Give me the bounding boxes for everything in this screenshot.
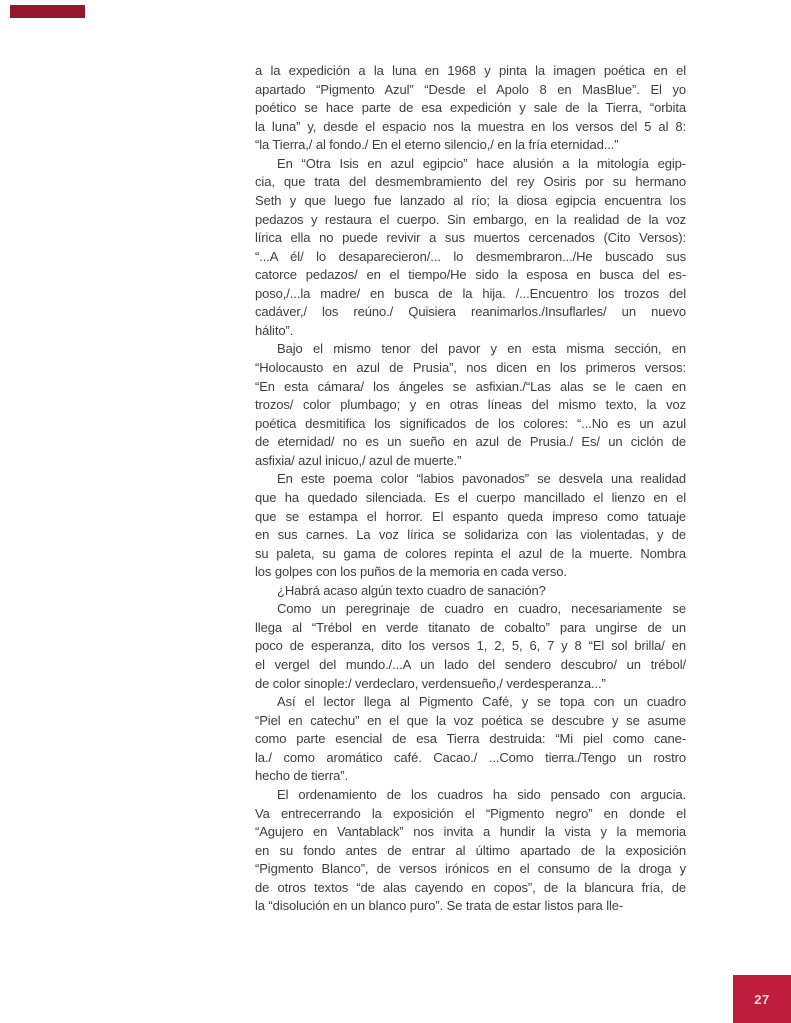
text-line: cia, que trata del desmembramiento del rey Osiris por su hermano xyxy=(255,174,686,190)
text-line: poso,/...la madre/ en busca de la hija. /...Encuentro los trozos del xyxy=(255,285,686,301)
text-line: ¿Habrá acaso algún texto cuadro de sanación? xyxy=(277,582,546,598)
text-line: pedazos y restaura el cuerpo. Sin embargo, en la realidad de la voz xyxy=(255,211,686,227)
text-line: la./ como aromático café. Cacao./ ...Como tierra./Tengo un rostro xyxy=(255,749,686,765)
text-line: poco de esperanza, dito los versos 1, 2, 5, 6, 7 y 8 “El sol brilla/ en xyxy=(255,638,686,654)
page-number-box xyxy=(733,975,791,1023)
paragraph xyxy=(255,582,686,601)
text-line: “Agujero en Vantablack” nos invita a hundir la vista y la memoria xyxy=(255,824,686,840)
text-line: a la expedición a la luna en 1968 y pinta la imagen poética en el xyxy=(255,63,686,78)
text-line: como parte esencial de esa Tierra destruida: “Mi piel como cane- xyxy=(255,731,686,747)
text-line: hecho de tierra”. xyxy=(255,768,348,784)
text-line: asfixia/ azul inicuo,/ azul de muerte.” xyxy=(255,452,462,468)
paragraph xyxy=(255,340,686,470)
text-line: de eternidad/ no es un sueño en azul de Prusia./ Es/ un ciclón de xyxy=(255,434,686,450)
text-line: En “Otra Isis en azul egipcio” hace alusión a la mitología egip- xyxy=(277,155,686,171)
text-line: su paleta, su gama de colores repinta el azul de la muerte. Nombra xyxy=(255,545,686,561)
text-line: Como un peregrinaje de cuadro en cuadro, necesariamente se xyxy=(277,601,686,617)
text-line: Seth y que luego fue lanzado al río; la diosa egipcia encuentra los xyxy=(255,192,686,208)
text-line: los golpes con los puños de la memoria en cada verso. xyxy=(255,564,567,580)
text-line: de otros textos “de alas cayendo en copos”, de la blancura fría, de xyxy=(255,879,686,895)
chapter-marker-bar xyxy=(10,5,85,18)
text-line: poética desmitifica los significados de los colores: “...No es un azul xyxy=(255,415,686,431)
text-line: Va entrecerrando la exposición el “Pigmento negro” en donde el xyxy=(255,805,686,821)
text-line: “la Tierra,/ al fondo./ En el eterno silencio,/ en la fría eternidad...” xyxy=(255,137,619,153)
text-line: catorce pedazos/ en el tiempo/He sido la esposa en busca del es- xyxy=(255,267,686,283)
paragraph xyxy=(255,155,686,341)
text-line: En este poema color “labios pavonados” se desvela una realidad xyxy=(277,471,686,487)
text-line: la luna” y, desde el espacio nos la muestra en los versos del 5 al 8: xyxy=(255,118,686,134)
paragraph xyxy=(255,693,686,786)
text-line: cadáver,/ los reúno./ Quisiera reanimarlos./Insuflarles/ un nuevo xyxy=(255,304,686,320)
paragraph xyxy=(255,470,686,581)
text-line: “Holocausto en azul de Prusia”, nos dicen en los primeros versos: xyxy=(255,360,686,375)
text-line: “...A él/ lo desaparecieron/... lo desmembraron.../He buscado sus xyxy=(255,248,686,264)
text-line: el vergel del mundo./...A un lado del sendero descubro/ un trébol/ xyxy=(255,657,686,672)
text-line: poético se hace parte de esa expedición y sale de la Tierra, “orbita xyxy=(255,100,686,116)
text-line: hálito”. xyxy=(255,322,294,338)
text-line: la “disolución en un blanco puro”. Se trata de estar listos para lle- xyxy=(255,898,624,914)
text-line: apartado “Pigmento Azul” “Desde el Apolo 8 en MasBlue”. El yo xyxy=(255,81,686,97)
text-line: en sus carnes. La voz lírica se solidariza con las violentadas, y de xyxy=(255,527,686,543)
text-line: “En esta cámara/ los ángeles se asfixian./“Las alas se le caen en xyxy=(255,378,686,394)
text-line: “Piel en catechu” en el que la voz poética se descubre y se asume xyxy=(255,712,686,728)
page-number: 27 xyxy=(754,991,770,1007)
body-text-column xyxy=(255,62,686,916)
paragraph xyxy=(255,62,686,155)
text-line: lírica ella no puede revivir a sus muertos cercenados (Cito Versos): xyxy=(255,230,686,246)
text-line: Así el lector llega al Pigmento Café, y se topa con un cuadro xyxy=(277,694,686,710)
text-line: en su fondo antes de entrar al último apartado de la exposición xyxy=(255,842,686,858)
paragraph xyxy=(255,600,686,693)
text-line: llega al “Trébol en verde titanato de cobalto” para ungirse de un xyxy=(255,619,686,635)
text-line: El ordenamiento de los cuadros ha sido pensado con argucia. xyxy=(277,786,686,802)
paragraph xyxy=(255,786,686,916)
text-line: que se estampa el horror. El espanto queda impreso como tatuaje xyxy=(255,508,686,524)
text-line: “Pigmento Blanco”, de versos irónicos en el consumo de la droga y xyxy=(255,861,686,877)
text-line: de color sinople:/ verdeclaro, verdensueño,/ verdesperanza...” xyxy=(255,675,606,691)
text-line: que ha quedado silenciada. Es el cuerpo mancillado el lienzo en el xyxy=(255,489,686,505)
text-line: trozos/ color plumbago; y en otras líneas del mismo texto, la voz xyxy=(255,397,686,413)
text-line: Bajo el mismo tenor del pavor y en esta misma sección, en xyxy=(277,341,686,357)
